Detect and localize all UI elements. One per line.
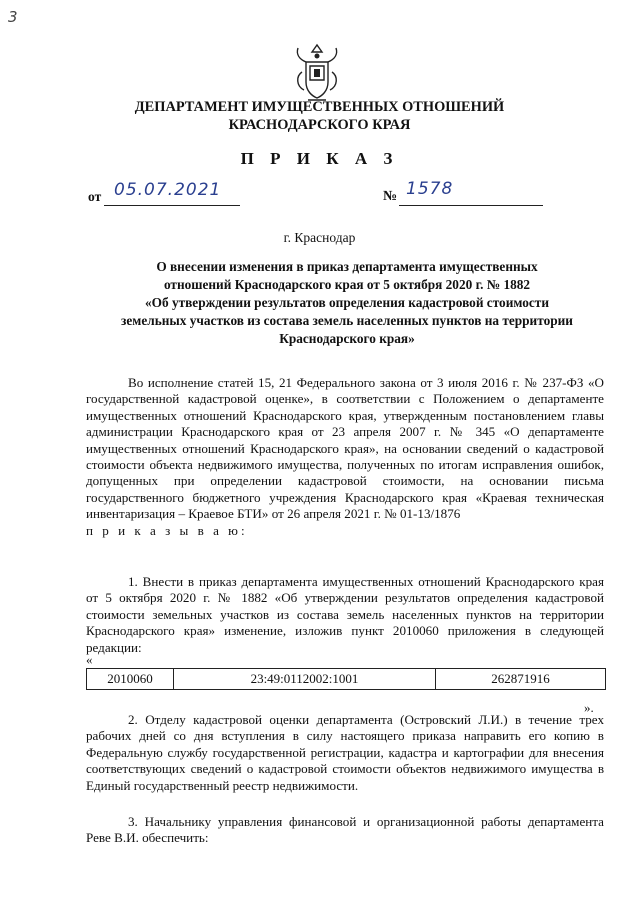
table-cell-item: 2010060 [87, 669, 174, 689]
preamble-block [86, 375, 604, 539]
table-cell-value: 262871916 [491, 671, 550, 686]
department-title-line1: ДЕПАРТАМЕНТ ИМУЩЕСТВЕННЫХ ОТНОШЕНИЙ [134, 99, 505, 115]
handwritten-date: 05.07.2021 [114, 180, 222, 200]
subject-line4: земельных участков из состава земель населенных пунктов на территории [121, 313, 573, 328]
city-line: г. Краснодар [283, 230, 356, 245]
decree-word: п р и к а з ы в а ю: [86, 522, 248, 538]
table-cell-cadastral-number: 23:49:0112002:1001 [174, 669, 436, 689]
date-label: от [88, 189, 102, 204]
page-number: 3 [8, 8, 18, 26]
number-label: № [383, 189, 398, 204]
quote-close: ». [584, 700, 594, 715]
subject-line5: Краснодарского края» [279, 331, 415, 346]
order-subject [92, 258, 602, 348]
quote-open: « [86, 652, 93, 667]
amendment-table [86, 668, 606, 690]
item-1-paragraph: 1. Внести в приказ департамента имущественных отношений Краснодарского края от 5 октября 2020 г. № 1882 «Об утверждении результатов определения кадастровой стоимости земельных участков из состава земель населенных пунктов на территории Краснодарского края» изменение, изложив пункт 2010060 приложения в следующей редакции: [86, 574, 604, 655]
handwritten-number: 1578 [406, 179, 454, 199]
item-3-paragraph: 3. Начальнику управления финансовой и организационной работы департамента Реве В.И. обеспечить: [86, 814, 604, 846]
subject-line3: «Об утверждении результатов определения кадастровой стоимости [144, 295, 549, 310]
preamble-paragraph: Во исполнение статей 15, 21 Федерального закона от 3 июля 2016 г. № 237-ФЗ «О государственной кадастровой оценке», в соответствии с Положением о департаменте имущественных отношений Краснодарского края, утвержденным постановлением главы администрации Краснодарского края от 23 апреля 2007 г. № 345 «О департаменте имущественных отношений Краснодарского края», на основании сведений о кадастровой стоимости объекта недвижимого имущества, полученных по итогам исправления ошибок, допущенных при определении кадастровой стоимости, на основании письма государственного бюджетного учреждения Краснодарского края «Краевая техническая инвентаризация – Краевое БТИ» от 26 апреля 2021 г. № 01-13/1876 [86, 375, 604, 522]
subject-line2: отношений Краснодарского края от 5 октября 2020 г. № 1882 [163, 277, 531, 292]
subject-line1: О внесении изменения в приказ департамента имущественных [156, 259, 538, 274]
coat-of-arms-icon [292, 42, 342, 104]
department-title-line2: КРАСНОДАРСКОГО КРАЯ [228, 117, 411, 133]
item-2-paragraph: 2. Отделу кадастровой оценки департамента (Островский Л.И.) в течение трех рабочих дней со дня вступления в силу настоящего приказа направить его копию в Федеральную службу государственной регистрации, кадастра и картографии для внесения соответствующих сведений о кадастровой стоимости объектов недвижимого имущества в Единый государственный реестр недвижимости. [86, 712, 604, 793]
document-type-title: П Р И К А З [240, 149, 399, 168]
department-title [90, 98, 549, 134]
